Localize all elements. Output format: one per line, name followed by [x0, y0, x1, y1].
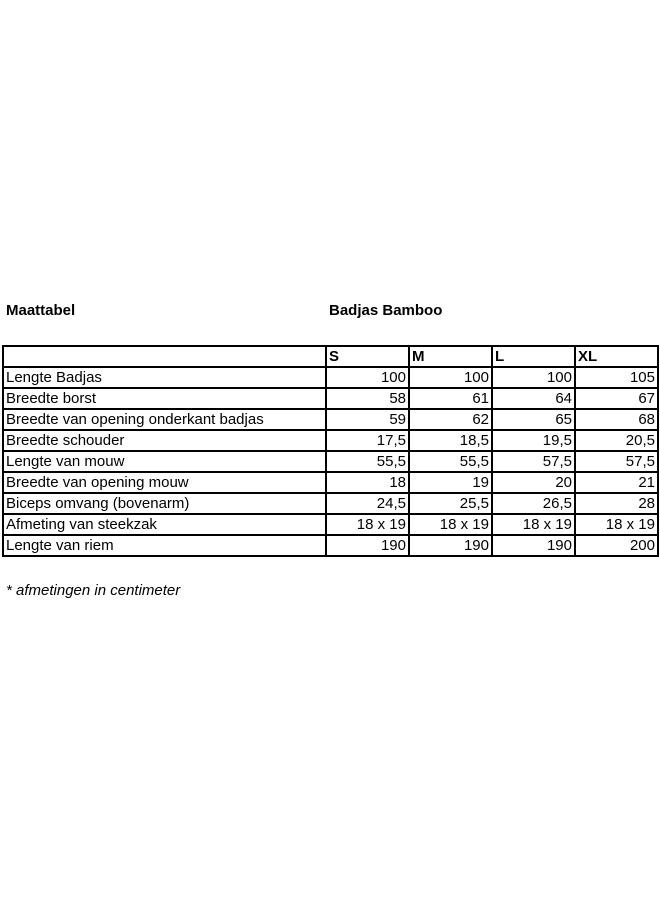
row-label: Lengte van mouw: [3, 451, 326, 472]
table-row: [3, 535, 658, 556]
cell-l: 18 x 19: [492, 514, 575, 535]
row-label: Breedte borst: [3, 388, 326, 409]
column-header-xl: XL: [575, 346, 658, 367]
row-label: Breedte van opening onderkant badjas: [3, 409, 326, 430]
row-label: Biceps omvang (bovenarm): [3, 493, 326, 514]
cell-l: 190: [492, 535, 575, 556]
cell-xl: 18 x 19: [575, 514, 658, 535]
column-header-label: [3, 346, 326, 367]
cell-m: 62: [409, 409, 492, 430]
cell-m: 18,5: [409, 430, 492, 451]
table-row: [3, 451, 658, 472]
row-label: Breedte van opening mouw: [3, 472, 326, 493]
cell-s: 58: [326, 388, 409, 409]
table-row: [3, 409, 658, 430]
units-footnote: * afmetingen in centimeter: [6, 582, 181, 599]
table-row: [3, 472, 658, 493]
cell-s: 17,5: [326, 430, 409, 451]
product-title: Badjas Bamboo: [329, 302, 443, 319]
cell-s: 59: [326, 409, 409, 430]
cell-s: 100: [326, 367, 409, 388]
row-label: Breedte schouder: [3, 430, 326, 451]
cell-xl: 105: [575, 367, 658, 388]
row-label: Lengte Badjas: [3, 367, 326, 388]
cell-l: 20: [492, 472, 575, 493]
cell-xl: 57,5: [575, 451, 658, 472]
size-table: [2, 345, 659, 557]
cell-m: 18 x 19: [409, 514, 492, 535]
table-header-row: [3, 346, 658, 367]
cell-l: 100: [492, 367, 575, 388]
table-row: [3, 367, 658, 388]
cell-xl: 20,5: [575, 430, 658, 451]
column-header-s: S: [326, 346, 409, 367]
table-row: [3, 430, 658, 451]
column-header-l: L: [492, 346, 575, 367]
cell-xl: 68: [575, 409, 658, 430]
cell-xl: 200: [575, 535, 658, 556]
page-title: Maattabel: [6, 302, 76, 319]
table-row: [3, 514, 658, 535]
cell-xl: 21: [575, 472, 658, 493]
cell-xl: 28: [575, 493, 658, 514]
cell-l: 19,5: [492, 430, 575, 451]
row-label: Lengte van riem: [3, 535, 326, 556]
cell-m: 190: [409, 535, 492, 556]
cell-s: 190: [326, 535, 409, 556]
cell-l: 57,5: [492, 451, 575, 472]
cell-s: 55,5: [326, 451, 409, 472]
cell-l: 26,5: [492, 493, 575, 514]
cell-s: 18 x 19: [326, 514, 409, 535]
cell-s: 18: [326, 472, 409, 493]
cell-s: 24,5: [326, 493, 409, 514]
cell-xl: 67: [575, 388, 658, 409]
cell-m: 19: [409, 472, 492, 493]
cell-m: 100: [409, 367, 492, 388]
row-label: Afmeting van steekzak: [3, 514, 326, 535]
cell-m: 61: [409, 388, 492, 409]
cell-m: 25,5: [409, 493, 492, 514]
cell-l: 65: [492, 409, 575, 430]
column-header-m: M: [409, 346, 492, 367]
table-row: [3, 493, 658, 514]
cell-m: 55,5: [409, 451, 492, 472]
table-row: [3, 388, 658, 409]
cell-l: 64: [492, 388, 575, 409]
